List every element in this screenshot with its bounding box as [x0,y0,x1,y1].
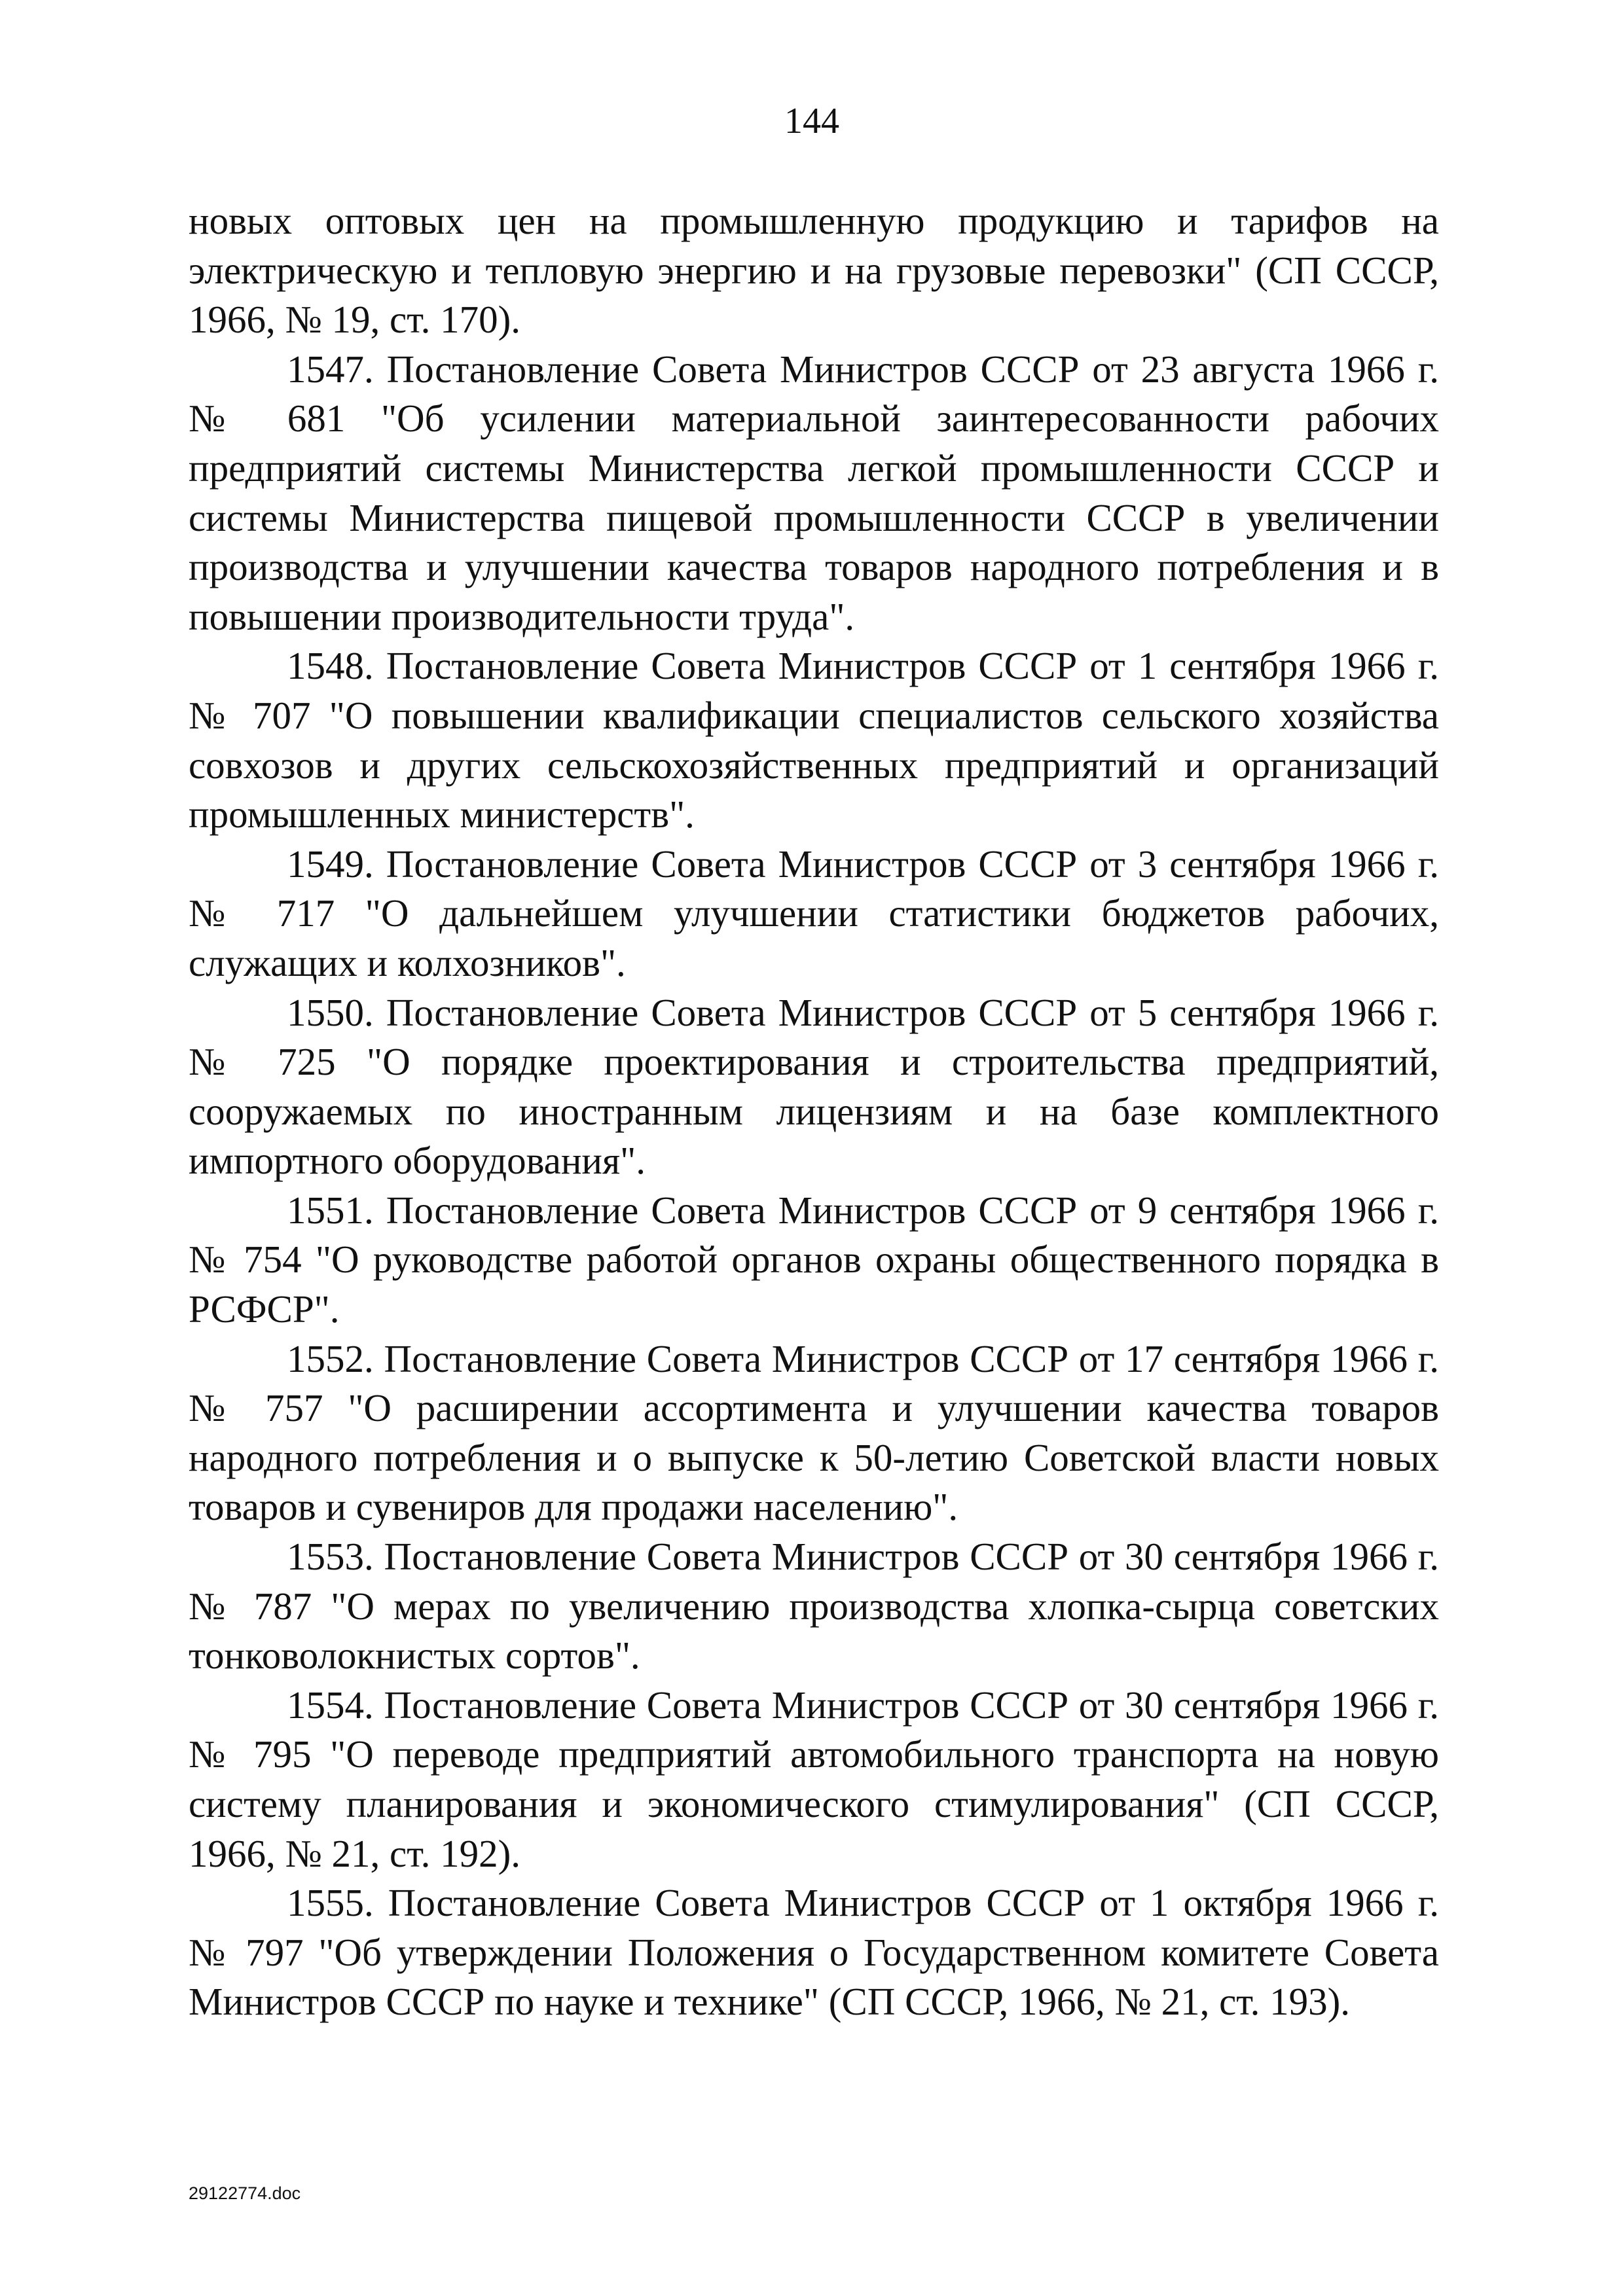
paragraph-1554: 1554. Постановление Совета Министров СССР от 30 сентября 1966 г. № 795 "О переводе предприятий автомобильного транспорта на новую систему планирования и экономического стимулирования" (СП СССР, 1966, № 21, ст. 192). [189,1683,1439,1875]
paragraph-1555: 1555. Постановление Совета Министров СССР от 1 октября 1966 г. № 797 "Об утверждении Положения о Государственном комитете Совета Министров СССР по науке и технике" (СП СССР, 1966, № 21, ст. 193). [189,1881,1439,2024]
paragraph-1547: 1547. Постановление Совета Министров СССР от 23 августа 1966 г. № 681 "Об усилении материальной заинтересованности рабочих предприятий системы Министерства легкой промышленности СССР и системы Министерства пищевой промышленности СССР в увеличении производства и улучшении качества товаров народного потребления и в повышении производительности труда". [189,347,1439,638]
paragraph-1548: 1548. Постановление Совета Министров СССР от 1 сентября 1966 г. № 707 "О повышении квалификации специалистов сельского хозяйства совхозов и других сельскохозяйственных предприятий и организаций промышленных министерств". [189,644,1439,836]
paragraph-1553: 1553. Постановление Совета Министров СССР от 30 сентября 1966 г. № 787 "О мерах по увеличению производства хлопка-сырца советских тонковолокнистых сортов". [189,1535,1439,1677]
paragraph-1552: 1552. Постановление Совета Министров СССР от 17 сентября 1966 г. № 757 "О расширении ассортимента и улучшении качества товаров народного потребления и о выпуске к 50-летию Советской власти новых товаров и сувениров для продажи населению". [189,1336,1439,1529]
footer-document-code: 29122774.doc [189,2183,301,2203]
paragraph-continuation: новых оптовых цен на промышленную продукцию и тарифов на электрическую и тепловую энергию и на грузовые перевозки" (СП СССР, 1966, № 19, ст. 170). [189,199,1439,342]
paragraph-1549: 1549. Постановление Совета Министров СССР от 3 сентября 1966 г. № 717 "О дальнейшем улучшении статистики бюджетов рабочих, служащих и колхозников". [189,842,1439,984]
page-number: 144 [784,101,839,141]
paragraph-1550: 1550. Постановление Совета Министров СССР от 5 сентября 1966 г. № 725 "О порядке проектирования и строительства предприятий, сооружаемых по иностранным лицензиям и на базе комплектного импортного оборудования". [189,990,1439,1183]
paragraph-1551: 1551. Постановление Совета Министров СССР от 9 сентября 1966 г. № 754 "О руководстве работой органов охраны общественного порядка в РСФСР". [189,1188,1439,1331]
document-body [189,196,1439,2027]
